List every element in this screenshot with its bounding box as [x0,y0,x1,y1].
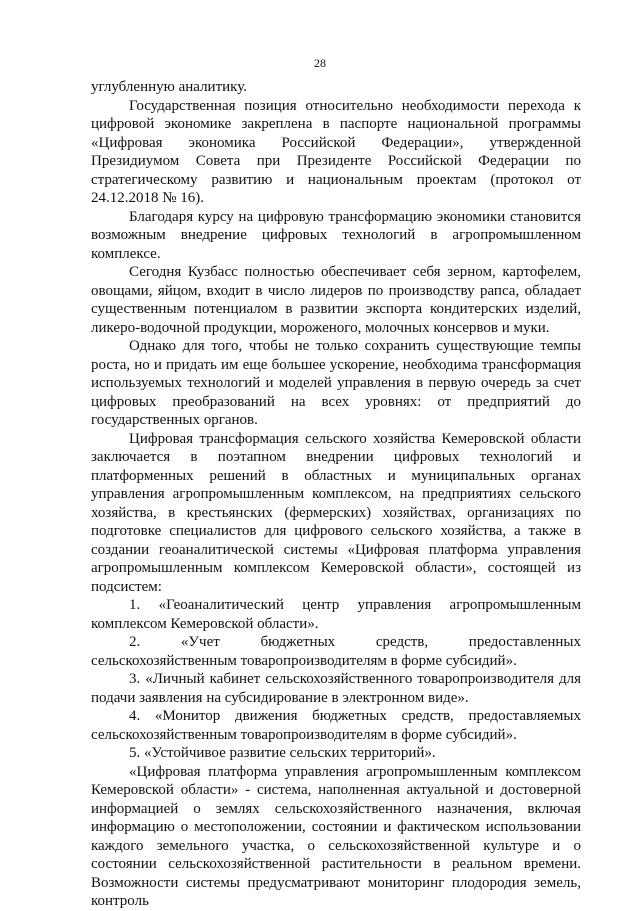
page-number: 28 [314,56,326,70]
list-item-subsystem-4: 4. «Монитор движения бюджетных средств, предоставляемых сельскохозяйственным товаропроизводителям в форме субсидий». [91,708,581,743]
body-text [91,78,581,911]
paragraph-state-position: Государственная позиция относительно необходимости перехода к цифровой экономике закреплена в паспорте национальной программы «Цифровая экономика Российской Федерации», утвержденной Президиумом Совета при Президенте Российской Федерации по стратегическому развитию и национальным проектам (протокол от 24.12.2018 № 16). [91,97,581,206]
paragraph-growth-rates: Однако для того, чтобы не только сохранить существующие темпы роста, но и придать им еще большее ускорение, необходима трансформация используемых технологий и моделей управления в первую очередь за счет цифровых преобразований на всех уровнях: от предприятий до государственных органов. [91,338,581,428]
paragraph-kuzbass-today: Сегодня Кузбасс полностью обеспечивает себя зерном, картофелем, овощами, яйцом, входит в число лидеров по производству рапса, обладает существенным потенциалом в развитии экспорта кондитерских изделий, ликеро-водочной продукции, мороженого, молочных консервов и муки. [91,264,581,336]
list-item-subsystem-3: 3. «Личный кабинет сельскохозяйственного товаропроизводителя для подачи заявления на субсидирование в электронном виде». [91,671,581,706]
list-item-subsystem-2: 2. «Учет бюджетных средств, предоставленных сельскохозяйственным товаропроизводителям в форме субсидий». [91,634,581,669]
paragraph-platform-description: «Цифровая платформа управления агропромышленным комплексом Кемеровской области» - система, наполненная актуальной и достоверной информацией о землях сельскохозяйственного назначения, включая информацию о местоположении, состоянии и фактическом использовании каждого земельного участка, о сельскохозяйственной культуре и о состоянии сельскохозяйственной растительности в реальном времени. Возможности системы предусматривают мониторинг плодородия земель, контроль [91,763,581,909]
list-item-subsystem-5: 5. «Устойчивое развитие сельских территорий». [129,745,436,761]
list-item-subsystem-1: 1. «Геоаналитический центр управления агропромышленным комплексом Кемеровской области». [91,597,581,632]
paragraph-digital-transformation-course: Благодаря курсу на цифровую трансформацию экономики становится возможным внедрение цифровых технологий в агропромышленном комплексе. [91,208,581,262]
paragraph-continuation: углубленную аналитику. [91,79,247,95]
paragraph-agriculture-transformation: Цифровая трансформация сельского хозяйства Кемеровской области заключается в поэтапном внедрении цифровых технологий и платформенных решений в областных и муниципальных органах управления агропромышленным комплексом, на предприятиях сельского хозяйства, в крестьянских (фермерских) хозяйствах, организациях по подготовке специалистов для цифрового сельского хозяйства, а также в создании геоаналитической системы «Цифровая платформа управления агропромышленным комплексом Кемеровской области», состоящей из подсистем: [91,430,581,595]
